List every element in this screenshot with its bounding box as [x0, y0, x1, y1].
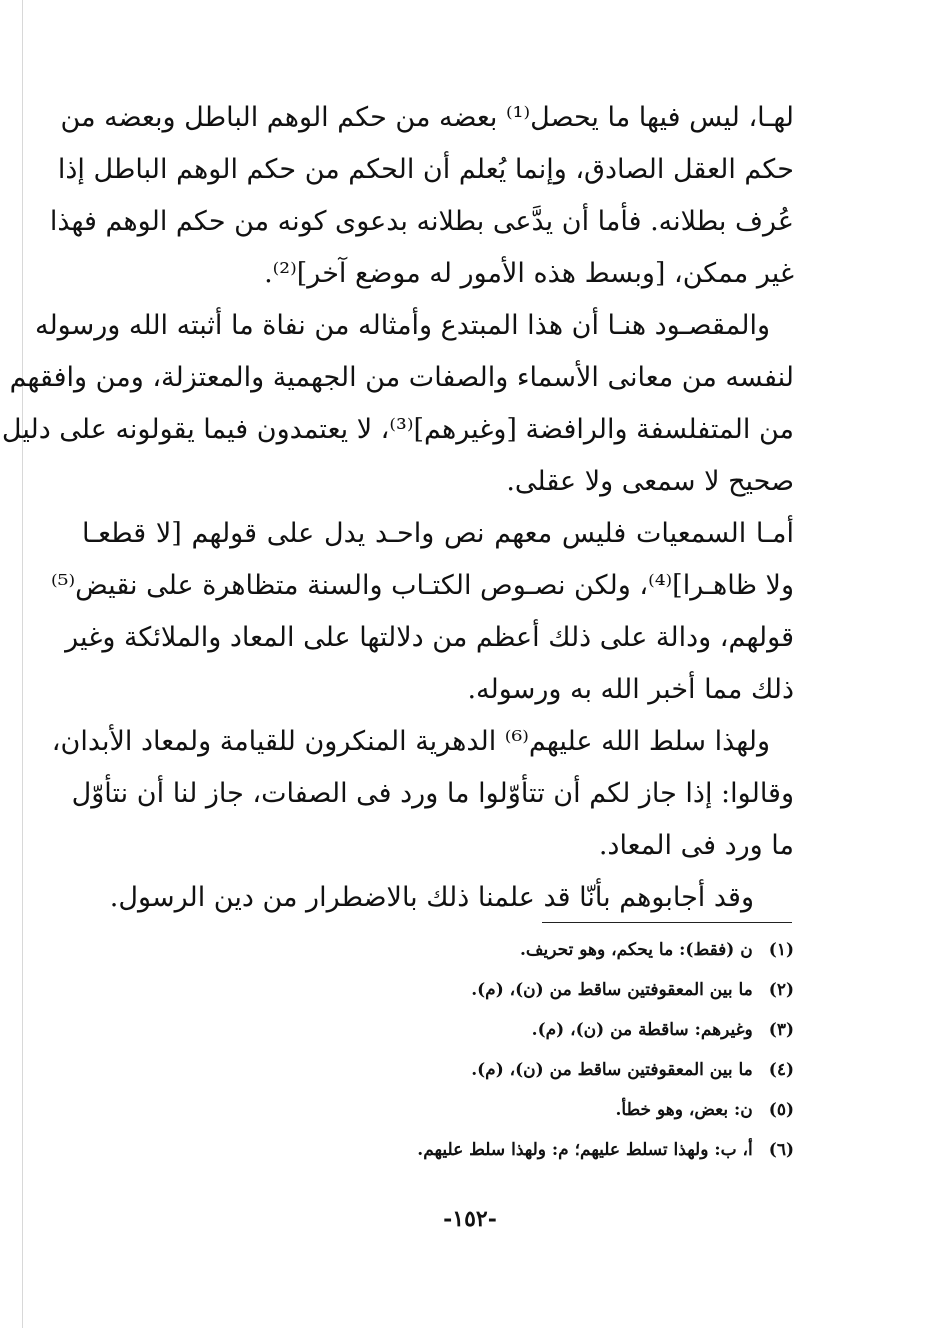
footnote — [82, 1050, 794, 1090]
footnote — [82, 1130, 794, 1170]
footnote-text: ن: بعض، وهو خطأ. — [615, 1100, 753, 1120]
text-line: لهـا، ليس فيها ما يحصل⁽¹⁾ بعضه من حكم الوهم الباطل وبعضه من — [60, 102, 794, 133]
text-line: عُرف بطلانه. فأما أن يدَّعى بطلانه بدعوى كونه من حكم الوهم فهذا — [49, 206, 794, 237]
footnote-number: (١) — [768, 940, 794, 960]
text-line: وقالوا: إذا جاز لكم أن تتأوّلوا ما ورد فى الصفات، جاز لنا أن نتأوّل — [71, 778, 794, 809]
main-text — [1, 92, 794, 924]
footnote — [82, 970, 794, 1010]
page-edge-line — [22, 0, 23, 1328]
text-line: ذلك مما أخبر الله به ورسوله. — [467, 674, 794, 705]
text-line: ولا ظاهـرا]⁽⁴⁾، ولكن نصـوص الكتـاب والسنة متظاهرة على نقيض⁽⁵⁾ — [51, 570, 794, 601]
footnote — [82, 1010, 794, 1050]
footnote-text: ن (فقط): ما يحكم، وهو تحريف. — [519, 940, 753, 960]
text-line: أمـا السمعيات فليس معهم نص واحـد يدل على قولهم [لا قطعـا — [82, 518, 794, 549]
text-line: حكم العقل الصادق، وإنما يُعلم أن الحكم من حكم الوهم الباطل إذا — [57, 154, 794, 185]
text-line: قولهم، ودالة على ذلك أعظم من دلالتها على المعاد والملائكة وغير — [65, 622, 794, 653]
footnote-number: (٥) — [768, 1100, 794, 1120]
footnote-text: ما بين المعقوفتين ساقط من (ن)، (م). — [471, 1060, 753, 1080]
footnote-number: (٤) — [768, 1060, 794, 1080]
footnote-number: (٣) — [768, 1020, 794, 1040]
text-line: والمقصـود هنـا أن هذا المبتدع وأمثاله من نفاة ما أثبته الله ورسوله — [34, 310, 770, 341]
footnote-text: وغيرهم: ساقطة من (ن)، (م). — [531, 1020, 753, 1040]
text-line: وقد أجابوهم بأنّا قد علمنا ذلك بالاضطرار من دين الرسول. — [109, 882, 754, 913]
text-line: غير ممكن، [وبسط هذه الأمور له موضع آخر]⁽²⁾. — [264, 258, 794, 289]
footnote-separator — [542, 922, 792, 923]
footnotes — [82, 930, 794, 1170]
page-number: -١٥٢- — [443, 1206, 497, 1232]
footnote-number: (٦) — [768, 1140, 794, 1160]
footnote — [82, 1090, 794, 1130]
footnote — [82, 930, 794, 970]
text-line: لنفسه من معانى الأسماء والصفات من الجهمية والمعتزلة، ومن وافقهم — [9, 362, 794, 393]
text-line: ولهذا سلط الله عليهم⁽⁶⁾ الدهرية المنكرون للقيامة ولمعاد الأبدان، — [51, 726, 770, 757]
footnote-number: (٢) — [768, 980, 794, 1000]
text-line: من المتفلسفة والرافضة [وغيرهم]⁽³⁾، لا يعتمدون فيما يقولونه على دليل — [1, 414, 794, 445]
footnote-text: أ، ب: ولهذا تسلط عليهم؛ م: ولهذا سلط عليهم. — [417, 1140, 753, 1160]
text-line: ما ورد فى المعاد. — [598, 830, 794, 861]
footnote-text: ما بين المعقوفتين ساقط من (ن)، (م). — [471, 980, 753, 1000]
text-line: صحيح لا سمعى ولا عقلى. — [506, 466, 794, 497]
